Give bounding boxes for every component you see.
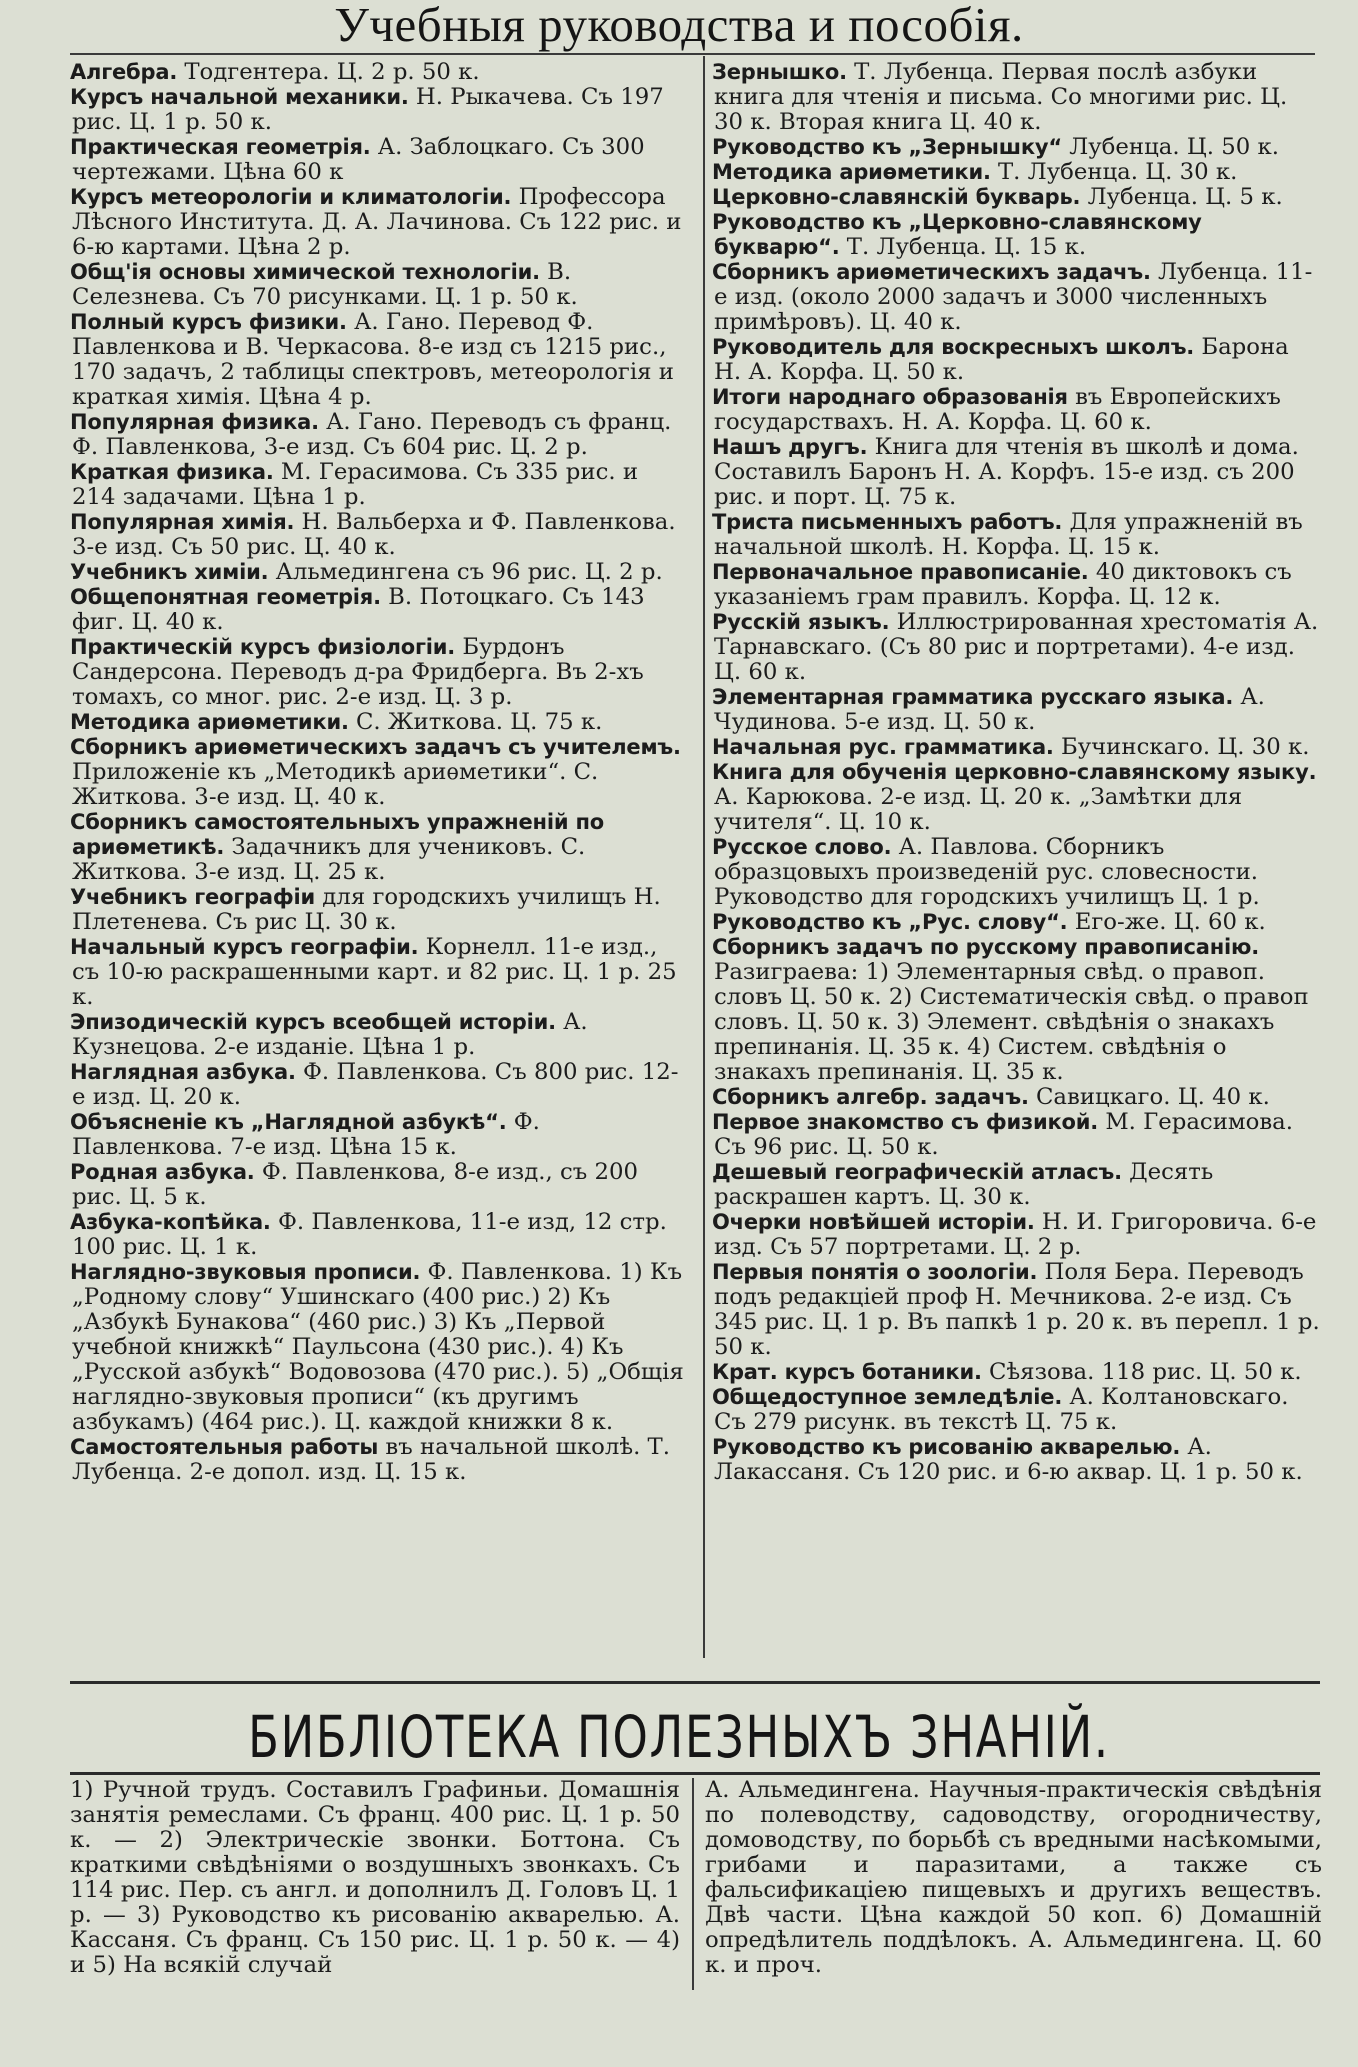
- entry-details: 40 диктовокъ съ указаніемъ грам правилъ. Корфа. Ц. 12 к.: [714, 559, 1292, 610]
- catalog-entry: [712, 135, 1322, 160]
- entry-details: Ф. Павленкова. 1) Къ „Родному слову“ Ушинскаго (400 рис.) 2) Къ „Азбукѣ Бунакова“ (460 рис.) 3) Къ „Первой учебной книжкѣ“ Паульсона (430 рис.). 4) Къ „Русской азбукѣ“ Водовозова (470 рис.). 5) „Общія наглядно-звуковыя прописи“ (къ другимъ азбукамъ) (464 рис.). Ц. каждой книжки 8 к.: [72, 1259, 684, 1435]
- catalog-entry: [712, 60, 1322, 135]
- entry-heading: Руководство къ рисованію акварелью.: [712, 1435, 1181, 1459]
- entry-heading: Начальная рус. грамматика.: [712, 735, 1054, 759]
- entry-details: М. Герасимова. Съ 335 рис. и 214 задачами. Цѣна 1 р.: [72, 459, 639, 510]
- catalog-entry: [70, 510, 685, 560]
- catalog-entry: [712, 185, 1322, 210]
- entry-heading: Методика ариѳметики.: [70, 710, 349, 734]
- entry-heading: Сборникъ самостоятельныхъ упражненій по ариѳметикѣ.: [70, 810, 604, 859]
- entry-details: Поля Бера. Переводъ подъ редакціей проф Н. Мечникова. 2-е изд. Съ 345 рис. Ц. 1 р. Въ папкѣ 1 р. 20 к. въ перепл. 1 р. 50 к.: [714, 1259, 1320, 1360]
- left-column: [70, 60, 685, 1485]
- entry-heading: Крат. курсъ ботаники.: [712, 1360, 982, 1384]
- catalog-entry: [712, 210, 1322, 260]
- entry-heading: Общ'ія основы химической технологіи.: [70, 260, 540, 284]
- entry-details: А. Заблоцкаго. Съ 300 чертежами. Цѣна 60 к: [72, 134, 645, 185]
- entry-details: Сѣязова. 118 рис. Ц. 50 к.: [981, 1359, 1302, 1385]
- catalog-entry: [70, 1110, 685, 1160]
- entry-details: А. Карюкова. 2-е изд. Ц. 20 к. „Замѣтки для учителя“. Ц. 10 к.: [714, 784, 1243, 835]
- catalog-entry: [70, 810, 685, 885]
- entry-details: Ф. Павленкова, 11-е изд, 12 стр. 100 рис. Ц. 1 к.: [72, 1209, 667, 1260]
- catalog-entry: [70, 1010, 685, 1060]
- catalog-entry: [712, 1260, 1322, 1360]
- entry-details: Н. Вальберха и Ф. Павленкова. 3-е изд. Съ 50 рис. Ц. 40 к.: [72, 509, 676, 560]
- right-column: [712, 60, 1322, 1485]
- entry-details: Лубенца. Ц. 5 к.: [1080, 184, 1283, 210]
- entry-heading: Наглядно-звуковыя прописи.: [70, 1260, 421, 1284]
- catalog-entry: [70, 85, 685, 135]
- section-rule: [70, 1681, 1320, 1684]
- section-title-textbooks: Учебныя руководства и пособія.: [334, 0, 1024, 52]
- catalog-entry: [70, 635, 685, 710]
- entry-heading: Курсъ начальной механики.: [70, 85, 409, 109]
- catalog-entry: [70, 1435, 685, 1485]
- entry-heading: Русскій языкъ.: [712, 610, 890, 634]
- catalog-entry: [70, 460, 685, 510]
- entry-heading: Триста письменныхъ работъ.: [712, 510, 1063, 534]
- catalog-entry: [712, 910, 1322, 935]
- top-rule: [70, 53, 1315, 55]
- entry-heading: Методика ариѳметики.: [712, 160, 991, 184]
- catalog-entry: [712, 735, 1322, 760]
- entry-heading: Первое знакомство съ физикой.: [712, 1110, 1099, 1134]
- catalog-entry: [70, 885, 685, 935]
- entry-heading: Родная азбука.: [70, 1160, 255, 1184]
- catalog-entry: [712, 1110, 1322, 1160]
- catalog-entry: [712, 1360, 1322, 1385]
- entry-heading: Руководство къ „Зернышку“: [712, 135, 1062, 159]
- entry-details: Ф. Павленкова. 7-е изд. Цѣна 15 к.: [72, 1109, 540, 1160]
- entry-heading: Сборникъ ариѳметическихъ задачъ.: [712, 260, 1151, 284]
- catalog-entry: [712, 435, 1322, 510]
- entry-details: А. Колтановскаго. Съ 279 рисунк. въ текстѣ Ц. 75 к.: [714, 1384, 1289, 1435]
- entry-details: Бурдонъ Сандерсона. Переводъ д-ра Фридберга. Въ 2-хъ томахъ, со мног. рис. 2-е изд. Ц. 3 р.: [72, 634, 644, 710]
- library-right-text: А. Альмедингена. Научныя-практическія свѣдѣнія по полеводству, садоводству, огородничеству, домоводству, по борьбѣ съ вредными насѣкомыми, грибами и паразитами, а также съ фальсификаціею пищевыхъ и другихъ веществъ. Двѣ части. Цѣна каждой 50 коп. 6) Домашній опредѣлитель поддѣлокъ. А. Альмедингена. Ц. 60 к. и проч.: [705, 1777, 1322, 1978]
- entry-details: Т. Лубенца. Ц. 15 к.: [839, 234, 1087, 260]
- entry-details: А. Гано. Перевод Ф. Павленкова и В. Черкасова. 8-е изд съ 1215 рис., 170 задачъ, 2 таблицы спектровъ, метеорологія и краткая химія. Цѣна 4 р.: [72, 309, 674, 410]
- catalog-entry: [70, 135, 685, 185]
- entry-heading: Книга для обученія церковно-славянскому языку.: [712, 760, 1317, 784]
- catalog-entry: [712, 160, 1322, 185]
- catalog-entry: [70, 410, 685, 460]
- entry-heading: Общедоступное земледѣліе.: [712, 1385, 1063, 1409]
- library-rule: [70, 1772, 1320, 1775]
- catalog-entry: [712, 335, 1322, 385]
- entry-heading: Начальный курсъ географіи.: [70, 935, 419, 959]
- entry-details: Бучинскаго. Ц. 30 к.: [1053, 734, 1310, 760]
- entry-details: Его-же. Ц. 60 к.: [1067, 909, 1266, 935]
- catalog-entry: [712, 1385, 1322, 1435]
- catalog-entry: [712, 1210, 1322, 1260]
- entry-heading: Общепонятная геометрія.: [70, 585, 381, 609]
- entry-details: Савицкаго. Ц. 40 к.: [1028, 1084, 1270, 1110]
- catalog-entry: [70, 310, 685, 410]
- catalog-entry: [70, 560, 685, 585]
- catalog-entry: [70, 1210, 685, 1260]
- entry-details: Иллюстрированная хрестоматія А. Тарнавскаго. (Съ 80 рис и портретами). 4-е изд. Ц. 60 к.: [714, 609, 1319, 685]
- entry-heading: Практическій курсъ физіологіи.: [70, 635, 456, 659]
- entry-details: А. Чудинова. 5-е изд. Ц. 50 к.: [714, 684, 1265, 735]
- entry-details: Ф. Павленкова. Съ 800 рис. 12-е изд. Ц. 20 к.: [72, 1059, 679, 1110]
- entry-details: Ф. Павленкова, 8-е изд., съ 200 рис. Ц. 5 к.: [72, 1159, 638, 1210]
- entry-details: Лубенца. Ц. 50 к.: [1061, 134, 1279, 160]
- entry-details: Десять раскрашен картъ. Ц. 30 к.: [714, 1159, 1214, 1210]
- catalog-entry: [712, 935, 1322, 1085]
- entry-heading: Учебникъ химіи.: [70, 560, 269, 584]
- entry-heading: Руководство къ „Рус. слову“.: [712, 910, 1068, 934]
- catalog-entry: [712, 835, 1322, 910]
- entry-details: въ начальной школѣ. Т. Лубенца. 2-е допол. изд. Ц. 15 к.: [72, 1434, 671, 1485]
- entry-heading: Очерки новѣйшей исторіи.: [712, 1210, 1035, 1234]
- entry-heading: Элементарная грамматика русскаго языка.: [712, 685, 1234, 709]
- catalog-entry: [712, 1085, 1322, 1110]
- entry-details: Корнелл. 11-е изд., съ 10-ю раскрашенными карт. и 82 рис. Ц. 1 р. 25 к.: [72, 934, 677, 1010]
- entry-heading: Алгебра.: [70, 60, 178, 84]
- entry-heading: Нашъ другъ.: [712, 435, 868, 459]
- entry-heading: Наглядная азбука.: [70, 1060, 296, 1084]
- catalog-entry: [70, 60, 685, 85]
- entry-details: Т. Лубенца. Ц. 30 к.: [990, 159, 1238, 185]
- entry-heading: Курсъ метеорологіи и климатологіи.: [70, 185, 512, 209]
- entry-details: въ Европейскихъ государствахъ. Н. А. Корфа. Ц. 60 к.: [714, 384, 1281, 435]
- entry-heading: Итоги народнаго образованія: [712, 385, 1068, 409]
- entry-heading: Сборникъ задачъ по русскому правописанію.: [712, 935, 1259, 959]
- entry-details: для городскихъ училищъ Н. Плетенева. Съ рис Ц. 30 к.: [72, 884, 661, 935]
- catalog-entry: [70, 185, 685, 260]
- entry-heading: Азбука-копѣйка.: [70, 1210, 271, 1234]
- catalog-entry: [70, 935, 685, 1010]
- entry-details: Для упражненій въ начальной школѣ. Н. Корфа. Ц. 15 к.: [714, 509, 1303, 560]
- catalog-entry: [712, 1160, 1322, 1210]
- entry-details: Т. Лубенца. Первая послѣ азбуки книга для чтенія и письма. Со многими рис. Ц. 30 к. Вторая книга Ц. 40 к.: [714, 59, 1288, 135]
- entry-heading: Полный курсъ физики.: [70, 310, 347, 334]
- entry-details: Барона Н. А. Корфа. Ц. 50 к.: [714, 334, 1289, 385]
- catalog-entry: [712, 610, 1322, 685]
- library-column-divider: [692, 1778, 694, 1990]
- entry-details: Разиграева: 1) Элементарныя свѣд. о правоп. словъ Ц. 50 к. 2) Систематическія свѣд. о правоп словъ. Ц. 50 к. 3) Элемент. свѣдѣнія о знакахъ препинанія. Ц. 35 к. 4) Систем. свѣдѣнія о знакахъ препинанія. Ц. 35 к.: [714, 959, 1309, 1085]
- entry-heading: Дешевый географическій атласъ.: [712, 1160, 1122, 1184]
- catalog-entry: [712, 385, 1322, 435]
- entry-heading: Популярная химія.: [70, 510, 295, 534]
- catalog-entry: [70, 585, 685, 635]
- entry-details: Профессора Лѣсного Института. Д. А. Лачинова. Съ 122 рис. и 6-ю картами. Цѣна 2 р.: [72, 184, 682, 260]
- entry-details: Н. Рыкачева. Съ 197 рис. Ц. 1 р. 50 к.: [72, 84, 664, 135]
- section-title-library: БИБЛІОТЕКА ПОЛЕЗНЫХЪ ЗНАНІЙ.: [248, 1703, 1110, 1771]
- entry-heading: Руководство къ „Церковно-славянскому букварю“.: [712, 210, 1202, 259]
- entry-details: В. Потоцкаго. Съ 143 фиг. Ц. 40 к.: [72, 584, 645, 635]
- entry-details: А. Гано. Переводъ съ франц. Ф. Павленкова, 3-е изд. Съ 604 рис. Ц. 2 р.: [72, 409, 672, 460]
- entry-details: С. Житкова. Ц. 75 к.: [348, 709, 603, 735]
- entry-heading: Краткая физика.: [70, 460, 274, 484]
- entry-heading: Первоначальное правописаніе.: [712, 560, 1089, 584]
- entry-details: А. Кузнецова. 2-е изданіе. Цѣна 1 р.: [72, 1009, 588, 1060]
- column-divider: [703, 56, 705, 1658]
- entry-heading: Сборникъ алгебр. задачъ.: [712, 1085, 1029, 1109]
- catalog-entry: [712, 760, 1322, 835]
- entry-details: В. Селезнева. Съ 70 рисунками. Ц. 1 р. 50 к.: [72, 259, 578, 310]
- entry-details: Лубенца. 11-е изд. (около 2000 задачъ и 3000 численныхъ примѣровъ). Ц. 40 к.: [714, 259, 1313, 335]
- entry-heading: Церковно-славянскій букварь.: [712, 185, 1081, 209]
- catalog-entry: [712, 1435, 1322, 1485]
- entry-details: Альмедингена съ 96 рис. Ц. 2 р.: [268, 559, 663, 585]
- catalog-entry: [70, 1160, 685, 1210]
- catalog-entry: [70, 710, 685, 735]
- catalog-entry: [70, 260, 685, 310]
- entry-heading: Практическая геометрія.: [70, 135, 371, 159]
- entry-details: Н. И. Григоровича. 6-е изд. Съ 57 портретами. Ц. 2 р.: [714, 1209, 1317, 1260]
- catalog-entry: [712, 560, 1322, 610]
- entry-details: Приложеніе къ „Методикѣ ариѳметики“. С. Житкова. 3-е изд. Ц. 40 к.: [72, 759, 599, 810]
- entry-details: Тодгентера. Ц. 2 р. 50 к.: [177, 59, 480, 85]
- library-left-text: 1) Ручной трудъ. Составилъ Графиньи. Домашнія занятія ремеслами. Съ франц. 400 рис. Ц. 1 р. 50 к. — 2) Электрическіе звонки. Боттона. Съ краткими свѣдѣніями о воздушныхъ звонкахъ. Съ 114 рис. Пер. съ англ. и дополнилъ Д. Головъ Ц. 1 р. — 3) Руководство къ рисованію акварелью. А. Кассаня. Съ франц. Съ 150 рис. Ц. 1 р. 50 к. — 4) и 5) На всякій случай: [70, 1777, 680, 1978]
- catalog-entry: [70, 1260, 685, 1435]
- entry-details: А. Павлова. Сборникъ образцовыхъ произведеній рус. словесности. Руководство для городскихъ училищъ Ц. 1 р.: [714, 834, 1260, 910]
- entry-details: А. Лакассаня. Съ 120 рис. и 6-ю аквар. Ц. 1 р. 50 к.: [714, 1434, 1303, 1485]
- entry-heading: Эпизодическій курсъ всеобщей исторіи.: [70, 1010, 556, 1034]
- catalog-entry: [712, 685, 1322, 735]
- entry-heading: Учебникъ географіи: [70, 885, 316, 909]
- catalog-entry: [70, 735, 685, 810]
- entry-heading: Самостоятельныя работы: [70, 1435, 379, 1459]
- entry-heading: Сборникъ ариѳметическихъ задачъ съ учителемъ.: [70, 735, 681, 759]
- entry-details: Задачникъ для учениковъ. С. Житкова. 3-е изд. Ц. 25 к.: [72, 834, 586, 885]
- entry-heading: Руководитель для воскресныхъ школъ.: [712, 335, 1195, 359]
- entry-details: М. Герасимова. Съ 96 рис. Ц. 50 к.: [714, 1109, 1294, 1160]
- entry-heading: Зернышко.: [712, 60, 847, 84]
- catalog-entry: [70, 1060, 685, 1110]
- entry-heading: Объясненіе къ „Наглядной азбукѣ“.: [70, 1110, 507, 1134]
- entry-details: Книга для чтенія въ школѣ и дома. Составилъ Баронъ Н. А. Корфъ. 15-е изд. съ 200 рис. и порт. Ц. 75 к.: [714, 434, 1299, 510]
- entry-heading: Первыя понятія о зоологіи.: [712, 1260, 1038, 1284]
- catalog-entry: [712, 510, 1322, 560]
- entry-heading: Популярная физика.: [70, 410, 319, 434]
- entry-heading: Русское слово.: [712, 835, 892, 859]
- catalog-entry: [712, 260, 1322, 335]
